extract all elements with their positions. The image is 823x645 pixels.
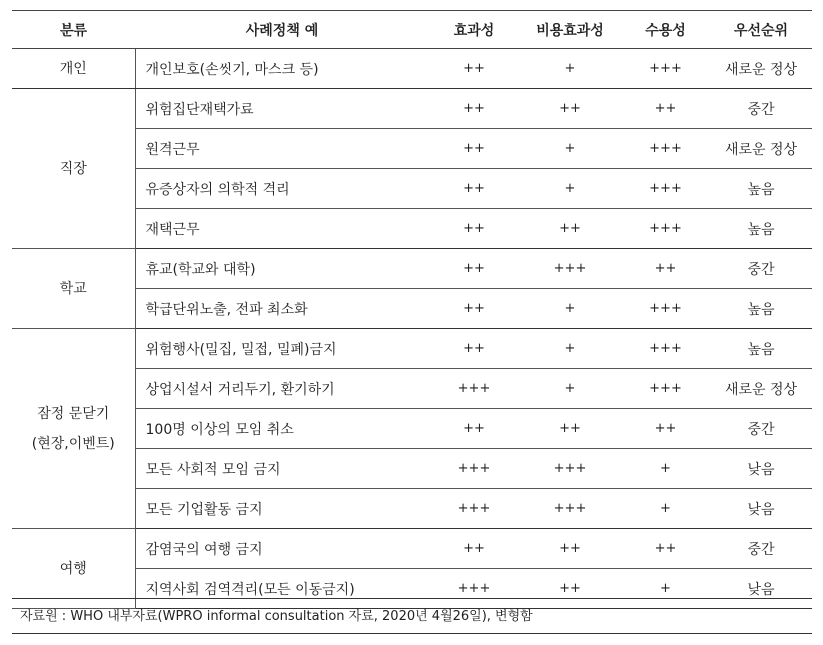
cost-effectiveness-cell: + (519, 49, 621, 89)
policy-cell: 감염국의 여행 금지 (135, 529, 429, 569)
priority-cell: 중간 (710, 409, 812, 449)
table-row (12, 49, 812, 89)
header-policy: 사례정책 예 (135, 11, 429, 49)
table-body (12, 49, 812, 609)
acceptability-cell: +++ (621, 169, 710, 209)
policy-cell: 휴교(학교와 대학) (135, 249, 429, 289)
effectiveness-cell: ++ (429, 49, 519, 89)
acceptability-cell: + (621, 449, 710, 489)
priority-cell: 중간 (710, 89, 812, 129)
category-cell (12, 249, 135, 329)
acceptability-cell: ++ (621, 89, 710, 129)
effectiveness-cell: ++ (429, 209, 519, 249)
table-row (12, 529, 812, 569)
table-row (12, 249, 812, 289)
policy-cell: 개인보호(손씻기, 마스크 등) (135, 49, 429, 89)
header-acceptability: 수용성 (621, 11, 710, 49)
acceptability-cell: +++ (621, 49, 710, 89)
effectiveness-cell: ++ (429, 249, 519, 289)
cost-effectiveness-cell: + (519, 329, 621, 369)
cost-effectiveness-cell: +++ (519, 489, 621, 529)
priority-cell: 높음 (710, 329, 812, 369)
policy-cell: 학급단위노출, 전파 최소화 (135, 289, 429, 329)
policy-cell: 위험행사(밀집, 밀접, 밀폐)금지 (135, 329, 429, 369)
acceptability-cell: ++ (621, 249, 710, 289)
priority-cell: 낮음 (710, 449, 812, 489)
effectiveness-cell: ++ (429, 169, 519, 209)
cost-effectiveness-cell: + (519, 129, 621, 169)
priority-cell: 새로운 정상 (710, 369, 812, 409)
policy-cell: 모든 기업활동 금지 (135, 489, 429, 529)
policy-cell: 100명 이상의 모임 취소 (135, 409, 429, 449)
acceptability-cell: +++ (621, 289, 710, 329)
priority-cell: 높음 (710, 289, 812, 329)
policy-cell: 지역사회 검역격리(모든 이동금지) (135, 569, 429, 609)
category-cell (12, 329, 135, 529)
header-priority: 우선순위 (710, 11, 812, 49)
policy-cell: 상업시설서 거리두기, 환기하기 (135, 369, 429, 409)
table-header-row (12, 11, 812, 49)
source-note: 자료원 : WHO 내부자료(WPRO informal consultation 자료, 2020년 4월26일), 변형함 (12, 598, 812, 634)
acceptability-cell: +++ (621, 329, 710, 369)
header-category: 분류 (12, 11, 135, 49)
header-cost-effectiveness: 비용효과성 (519, 11, 621, 49)
cost-effectiveness-cell: + (519, 289, 621, 329)
category-cell (12, 49, 135, 89)
effectiveness-cell: ++ (429, 529, 519, 569)
cost-effectiveness-cell: ++ (519, 569, 621, 609)
cost-effectiveness-cell: +++ (519, 449, 621, 489)
policy-cell: 유증상자의 의학적 격리 (135, 169, 429, 209)
category-cell (12, 89, 135, 249)
policy-cell: 모든 사회적 모임 금지 (135, 449, 429, 489)
effectiveness-cell: ++ (429, 129, 519, 169)
category-label: 학교 (59, 280, 87, 297)
priority-cell: 높음 (710, 169, 812, 209)
cost-effectiveness-cell: + (519, 169, 621, 209)
policy-cell: 원격근무 (135, 129, 429, 169)
priority-cell: 중간 (710, 249, 812, 289)
acceptability-cell: ++ (621, 529, 710, 569)
table-row (12, 329, 812, 369)
effectiveness-cell: ++ (429, 329, 519, 369)
acceptability-cell: + (621, 569, 710, 609)
cost-effectiveness-cell: ++ (519, 409, 621, 449)
policy-cell: 재택근무 (135, 209, 429, 249)
priority-cell: 새로운 정상 (710, 49, 812, 89)
category-cell (12, 529, 135, 609)
policy-cell: 위험집단재택가료 (135, 89, 429, 129)
acceptability-cell: + (621, 489, 710, 529)
priority-cell: 중간 (710, 529, 812, 569)
priority-cell: 낮음 (710, 569, 812, 609)
acceptability-cell: +++ (621, 209, 710, 249)
priority-cell: 낮음 (710, 489, 812, 529)
category-label: 개인 (59, 60, 87, 77)
cost-effectiveness-cell: + (519, 369, 621, 409)
effectiveness-cell: ++ (429, 409, 519, 449)
cost-effectiveness-cell: ++ (519, 209, 621, 249)
acceptability-cell: +++ (621, 369, 710, 409)
effectiveness-cell: ++ (429, 89, 519, 129)
priority-cell: 새로운 정상 (710, 129, 812, 169)
cost-effectiveness-cell: +++ (519, 249, 621, 289)
category-label: 잠정 문닫기 (37, 405, 110, 422)
category-label: 여행 (59, 560, 87, 577)
effectiveness-cell: +++ (429, 569, 519, 609)
category-label: 직장 (59, 160, 87, 177)
effectiveness-cell: +++ (429, 449, 519, 489)
effectiveness-cell: +++ (429, 369, 519, 409)
acceptability-cell: +++ (621, 129, 710, 169)
table-row (12, 89, 812, 129)
category-label: (현장,이벤트) (31, 435, 115, 452)
header-effectiveness: 효과성 (429, 11, 519, 49)
policy-table-container (12, 10, 812, 609)
effectiveness-cell: ++ (429, 289, 519, 329)
policy-table (12, 10, 812, 609)
cost-effectiveness-cell: ++ (519, 89, 621, 129)
cost-effectiveness-cell: ++ (519, 529, 621, 569)
priority-cell: 높음 (710, 209, 812, 249)
acceptability-cell: ++ (621, 409, 710, 449)
effectiveness-cell: +++ (429, 489, 519, 529)
